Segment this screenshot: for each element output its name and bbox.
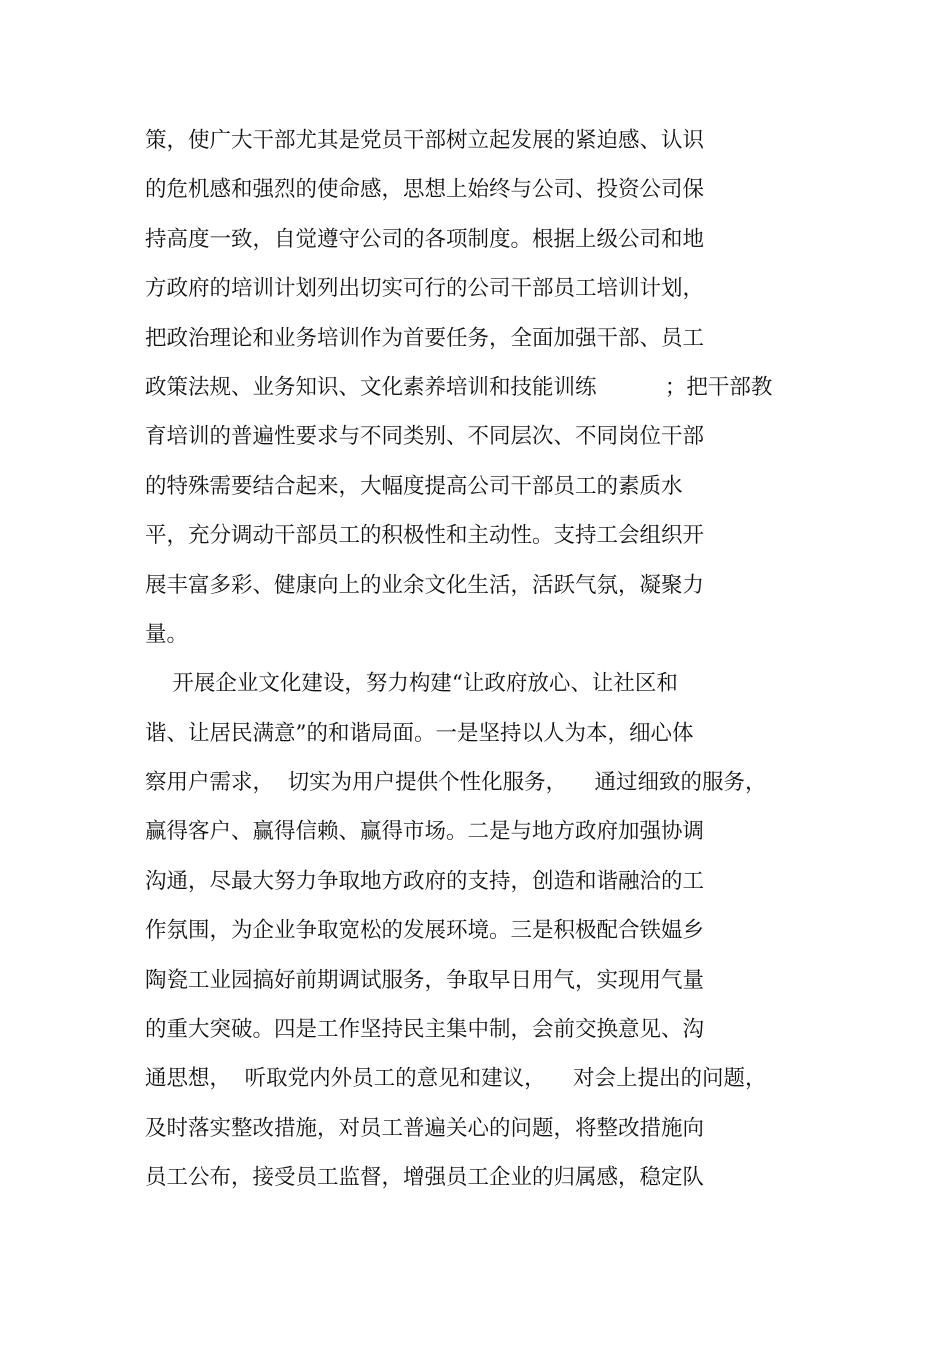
text-line: 方政府的培训计划列出切实可行的公司干部员工培训计划， bbox=[145, 276, 705, 302]
text-line: 的重大突破。四是工作坚持民主集中制，会前交换意见、沟 bbox=[145, 1017, 705, 1043]
text-line: 的特殊需要结合起来，大幅度提高公司干部员工的素质水 bbox=[145, 473, 683, 499]
text-line: 沟通，尽最大努力争取地方政府的支持，创造和谐融洽的工 bbox=[145, 868, 705, 894]
text-line: 及时落实整改措施，对员工普遍关心的问题，将整改措施向 bbox=[145, 1115, 705, 1141]
text-line: 察用户需求， 切实为用户提供个性化服务， 通过细致的服务， bbox=[145, 770, 767, 796]
text-line: 把政治理论和业务培训作为首要任务，全面加强干部、员工 bbox=[145, 325, 705, 351]
text-line: 量。 bbox=[145, 621, 189, 647]
text-line: 通思想， 听取党内外员工的意见和建议， 对会上提出的问题， bbox=[145, 1066, 767, 1092]
text-line: 赢得客户、赢得信赖、赢得市场。二是与地方政府加强协调 bbox=[145, 819, 705, 845]
text-line: 的危机感和强烈的使命感，思想上始终与公司、投资公司保 bbox=[145, 177, 705, 203]
text-line: 持高度一致，自觉遵守公司的各项制度。根据上级公司和地 bbox=[145, 226, 705, 252]
text-line: 展丰富多彩、健康向上的业余文化生活，活跃气氛，凝聚力 bbox=[145, 572, 705, 598]
text-line: 陶瓷工业园搞好前期调试服务，争取早日用气，实现用气量 bbox=[145, 967, 705, 993]
text-line: 平，充分调动干部员工的积极性和主动性。支持工会组织开 bbox=[145, 523, 705, 549]
text-line: 谐、让居民满意”的和谐局面。一是坚持以人为本，细心体 bbox=[145, 720, 694, 746]
text-line: 政策法规、业务知识、文化素养培训和技能训练 ；把干部教 bbox=[145, 374, 773, 400]
text-line: 策，使广大干部尤其是党员干部树立起发展的紧迫感、认识 bbox=[145, 128, 705, 153]
text-line: 育培训的普遍性要求与不同类别、不同层次、不同岗位干部 bbox=[145, 424, 705, 450]
paragraph-start-line: 开展企业文化建设，努力构建“让政府放心、让社区和 bbox=[145, 671, 678, 697]
text-line: 员工公布，接受员工监督，增强员工企业的归属感，稳定队 bbox=[145, 1165, 705, 1191]
text-line: 作氛围，为企业争取宽松的发展环境。三是积极配合铁媪乡 bbox=[145, 918, 705, 944]
body-text bbox=[145, 121, 845, 1208]
